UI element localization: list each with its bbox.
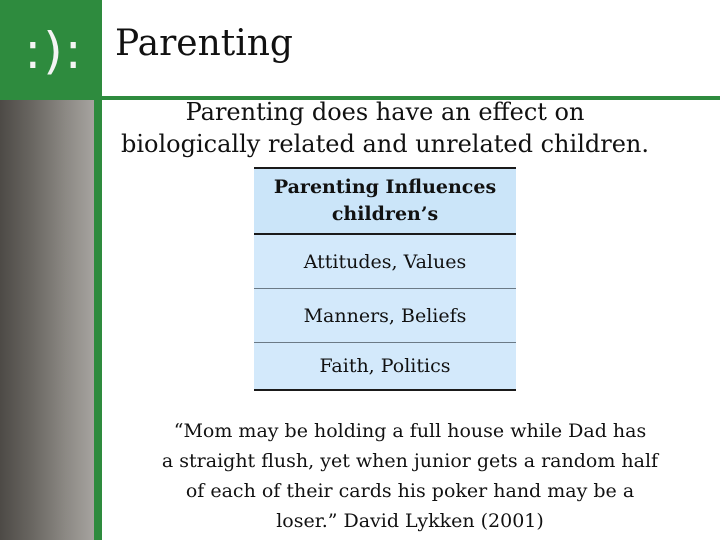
quote-line-3: of each of their cards his poker hand may be a	[185, 480, 635, 502]
quote-line-1: “Mom may be holding a full house while Dad has	[173, 420, 647, 442]
influences-table	[254, 167, 516, 391]
table-row-faith: Faith, Politics	[254, 343, 516, 389]
sidebar-green-stripe	[94, 100, 102, 540]
table-header-line-1: Parenting Influences	[273, 176, 497, 198]
intro-text	[110, 96, 660, 160]
intro-line-2: biologically related and unrelated children.	[121, 130, 649, 158]
table-header	[254, 169, 516, 235]
table-row-manners: Manners, Beliefs	[254, 289, 516, 343]
quote-line-4: loser.” David Lykken (2001)	[276, 510, 544, 532]
quote-line-2: a straight flush, yet when junior gets a random half	[161, 450, 659, 472]
lykken-quote	[128, 416, 692, 536]
slide-title: Parenting	[115, 23, 293, 64]
intro-line-1: Parenting does have an effect on	[185, 98, 585, 126]
table-row-attitudes: Attitudes, Values	[254, 235, 516, 289]
sidebar-gray-gradient	[0, 100, 94, 540]
smiley-logo-icon: :):	[24, 22, 84, 80]
table-header-line-2: children’s	[331, 203, 439, 225]
